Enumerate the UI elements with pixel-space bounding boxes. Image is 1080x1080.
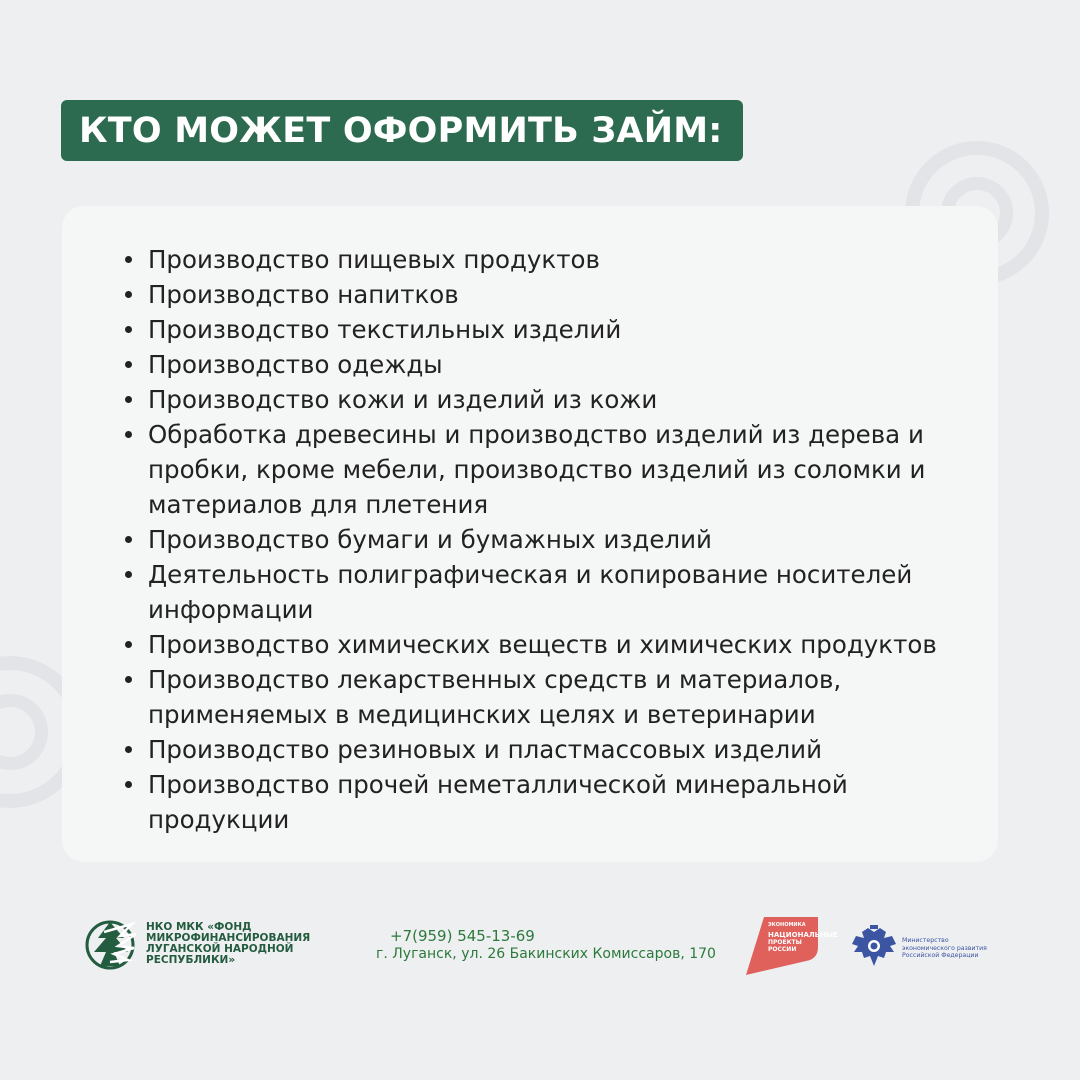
list-item-text: Производство химических веществ и химических продуктов <box>148 630 937 659</box>
list-item-text: Производство напитков <box>148 280 459 309</box>
list-item <box>90 662 970 732</box>
bullet-icon <box>125 571 132 578</box>
np-line-1: ЭКОНОМИКА <box>768 922 806 928</box>
title-banner <box>61 100 743 161</box>
list-item <box>90 732 970 767</box>
list-item-text: Производство пищевых продуктов <box>148 245 600 274</box>
list-item-text: Производство одежды <box>148 350 443 379</box>
contact-address: г. Луганск, ул. 26 Бакинских Комиссаров, 170 <box>376 946 716 962</box>
bullet-icon <box>125 641 132 648</box>
bullet-icon <box>125 781 132 788</box>
bullet-icon <box>125 431 132 438</box>
org-line-2: МИКРОФИНАНСИРОВАНИЯ <box>146 932 311 944</box>
list-item-text: применяемых в медицинских целях и ветеринарии <box>148 700 816 729</box>
list-item <box>90 242 970 277</box>
list-item-text: Производство текстильных изделий <box>148 315 622 344</box>
list-item-text: Деятельность полиграфическая и копирование носителей <box>148 560 913 589</box>
organization-name <box>146 922 316 966</box>
org-line-4: РЕСПУБЛИКИ» <box>146 954 236 966</box>
bullet-icon <box>125 361 132 368</box>
list-item-text: Производство резиновых и пластмассовых изделий <box>148 735 823 764</box>
list-item-text: Производство лекарственных средств и материалов, <box>148 665 842 694</box>
list-item-text: продукции <box>148 805 290 834</box>
list-item-text: информации <box>148 595 314 624</box>
list-item-text: Производство бумаги и бумажных изделий <box>148 525 712 554</box>
bullet-icon <box>125 326 132 333</box>
np-line-3: ПРОЕКТЫ <box>768 939 802 946</box>
list-item <box>90 277 970 312</box>
tree-logo-icon <box>84 918 140 972</box>
bullet-icon <box>125 536 132 543</box>
page-title: КТО МОЖЕТ ОФОРМИТЬ ЗАЙМ: <box>79 110 723 151</box>
ministry-name <box>902 937 992 960</box>
contact-phone[interactable]: +7(959) 545-13-69 <box>390 927 535 945</box>
np-line-2: НАЦИОНАЛЬНЫЕ <box>768 931 838 939</box>
org-line-1: НКО МКК «ФОНД <box>146 921 252 933</box>
list-item <box>90 312 970 347</box>
ministry-line-2: экономического развития <box>902 944 987 952</box>
list-item <box>90 627 970 662</box>
bullet-icon <box>125 291 132 298</box>
list-item <box>90 382 970 417</box>
list-item-text: пробки, кроме мебели, производство изделий из соломки и <box>148 455 926 484</box>
org-line-3: ЛУГАНСКОЙ НАРОДНОЙ <box>146 943 294 955</box>
list-item-text: материалов для плетения <box>148 490 489 519</box>
eligibility-list <box>90 242 970 837</box>
list-item <box>90 347 970 382</box>
list-item <box>90 417 970 522</box>
ministry-line-3: Российской Федерации <box>902 952 979 959</box>
bullet-icon <box>125 676 132 683</box>
list-item <box>90 557 970 627</box>
list-item <box>90 767 970 837</box>
ministry-line-1: Министерство <box>902 937 949 944</box>
np-line-4: РОССИИ <box>768 946 797 953</box>
bullet-icon <box>125 746 132 753</box>
list-item-text: Обработка древесины и производство изделий из дерева и <box>148 420 924 449</box>
bullet-icon <box>125 396 132 403</box>
list-item <box>90 522 970 557</box>
list-item-text: Производство кожи и изделий из кожи <box>148 385 658 414</box>
double-headed-eagle-icon <box>850 924 898 970</box>
national-projects-logo <box>746 917 838 975</box>
bullet-icon <box>125 256 132 263</box>
list-item-text: Производство прочей неметаллической минеральной <box>148 770 848 799</box>
